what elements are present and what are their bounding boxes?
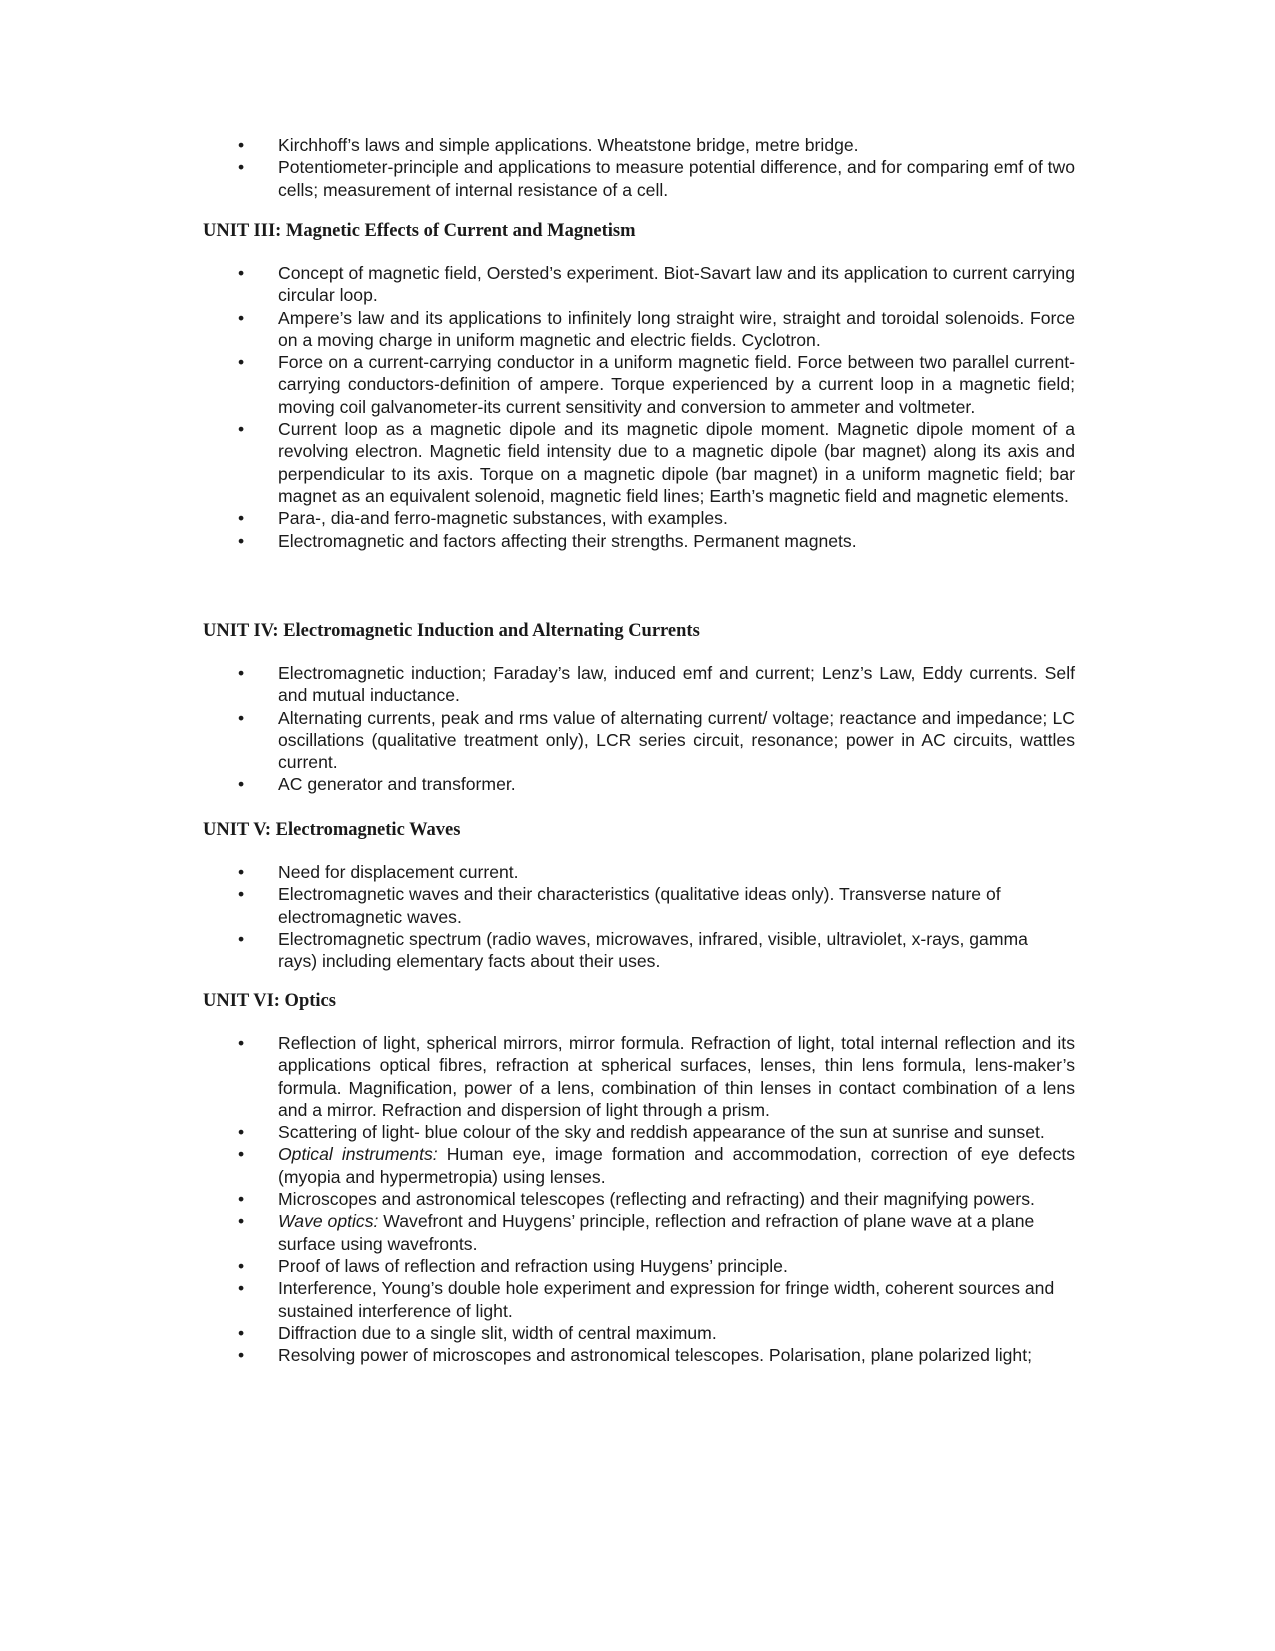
list-item: • Electromagnetic induction; Faraday’s law, induced emf and current; Lenz’s Law, Eddy currents. Self and mutual inductance. — [238, 663, 1075, 706]
bullet-icon: • — [238, 1033, 245, 1053]
bullet-icon: • — [238, 1345, 245, 1366]
bullet-icon: • — [238, 530, 245, 551]
bullet-icon: • — [238, 1122, 245, 1143]
list-item: • Microscopes and astronomical telescopes (reflecting and refracting) and their magnifying powers. — [238, 1189, 1035, 1210]
list-item: • Optical instruments: Human eye, image formation and accommodation, correction of eye defects (myopia and hypermetropia) using lenses. — [238, 1144, 1076, 1187]
section-heading: UNIT VI: Optics — [203, 991, 336, 1011]
unit-4-list — [0, 662, 1275, 796]
list-item: • Potentiometer-principle and applications to measure potential difference, and for comparing emf of two cells; measurement of internal resistance of a cell. — [238, 157, 1075, 200]
bullet-icon: • — [238, 307, 245, 328]
list-item: • Need for displacement current. — [238, 862, 519, 882]
bullet-icon: • — [238, 884, 245, 905]
list-item: • Diffraction due to a single slit, width of central maximum. — [238, 1322, 717, 1343]
list-item: • Scattering of light- blue colour of the sky and reddish appearance of the sun at sunrise and sunset. — [238, 1122, 1045, 1143]
italic-lead: Optical instruments: — [278, 1144, 438, 1165]
bullet-icon: • — [238, 419, 245, 440]
unit-6-list — [0, 1032, 1275, 1366]
bullet-icon: • — [238, 707, 245, 728]
bullet-icon: • — [238, 1189, 245, 1210]
italic-lead: Wave optics: — [278, 1211, 379, 1232]
bullet-icon: • — [238, 1255, 245, 1276]
list-item: • Para-, dia-and ferro-magnetic substances, with examples. — [238, 508, 728, 529]
bullet-icon: • — [238, 1144, 245, 1165]
list-item: • Ampere’s law and its applications to infinitely long straight wire, straight and toroidal solenoids. Force on a moving charge in uniform magnetic and electric fields. Cyclotron. — [238, 307, 1075, 350]
section-heading: UNIT IV: Electromagnetic Induction and Alternating Currents — [203, 621, 700, 641]
list-item: • Kirchhoff’s laws and simple applications. Wheatstone bridge, metre bridge. — [238, 135, 859, 155]
list-item: • Electromagnetic spectrum (radio waves, microwaves, infrared, visible, ultraviolet, x-rays, gamma rays) including elementary facts about their uses. — [238, 928, 1028, 972]
section-heading: UNIT III: Magnetic Effects of Current and Magnetism — [203, 221, 636, 241]
list-item: • AC generator and transformer. — [238, 774, 516, 795]
list-item: • Alternating currents, peak and rms value of alternating current/ voltage; reactance and impedance; LC oscillations (qualitative treatment only), LCR series circuit, resonance; power in AC circuits, wattles current. — [238, 707, 1075, 773]
list-item: • Electromagnetic waves and their characteristics (qualitative ideas only). Transverse nature of electromagnetic waves. — [238, 884, 1001, 927]
unit-3-list — [0, 262, 1275, 552]
intro-list — [0, 134, 1275, 201]
bullet-icon: • — [238, 774, 245, 795]
bullet-icon: • — [238, 928, 245, 949]
bullet-icon: • — [238, 157, 245, 178]
list-item: • Force on a current-carrying conductor in a uniform magnetic field. Force between two parallel current-carrying conductors-definition of ampere. Torque experienced by a current loop in a magnetic field; moving coil galvanometer-its current sensitivity and conversion to ammeter and voltmeter. — [238, 352, 1075, 417]
bullet-icon: • — [238, 135, 245, 155]
section-heading: UNIT V: Electromagnetic Waves — [203, 820, 461, 840]
list-item: • Wave optics: Wavefront and Huygens’ principle, reflection and refraction of plane wave at a plane surface using wavefronts. — [238, 1211, 1035, 1254]
list-item: • Reflection of light, spherical mirrors, mirror formula. Refraction of light, total internal reflection and its applications optical fibres, refraction at spherical surfaces, lenses, thin lens formula, lens-maker’s formula. Magnification, power of a lens, combination of thin lenses in contact combination of a lens and a mirror. Refraction and dispersion of light through a prism. — [238, 1033, 1075, 1120]
list-item: • Concept of magnetic field, Oersted’s experiment. Biot-Savart law and its application to current carrying circular loop. — [238, 263, 1075, 306]
bullet-icon: • — [238, 862, 245, 882]
list-item: • Interference, Young’s double hole experiment and expression for fringe width, coherent sources and sustained interference of light. — [238, 1278, 1055, 1321]
list-item: • Resolving power of microscopes and astronomical telescopes. Polarisation, plane polarized light; — [238, 1345, 1032, 1366]
bullet-icon: • — [238, 1322, 245, 1343]
bullet-icon: • — [238, 263, 245, 283]
bullet-icon: • — [238, 663, 245, 683]
bullet-icon: • — [238, 1211, 245, 1232]
list-item: • Proof of laws of reflection and refraction using Huygens’ principle. — [238, 1255, 788, 1276]
bullet-icon: • — [238, 508, 245, 529]
list-item: • Electromagnetic and factors affecting their strengths. Permanent magnets. — [238, 530, 857, 551]
list-item: • Current loop as a magnetic dipole and its magnetic dipole moment. Magnetic dipole moment of a revolving electron. Magnetic field intensity due to a magnetic dipole (bar magnet) along its axis and perpendicular to its axis. Torque on a magnetic dipole (bar magnet) in a uniform magnetic field; bar magnet as an equivalent solenoid, magnetic field lines; Earth’s magnetic field and magnetic elements. — [238, 419, 1075, 506]
unit-5-list — [0, 861, 1275, 972]
bullet-icon: • — [238, 352, 245, 373]
bullet-icon: • — [238, 1278, 245, 1299]
